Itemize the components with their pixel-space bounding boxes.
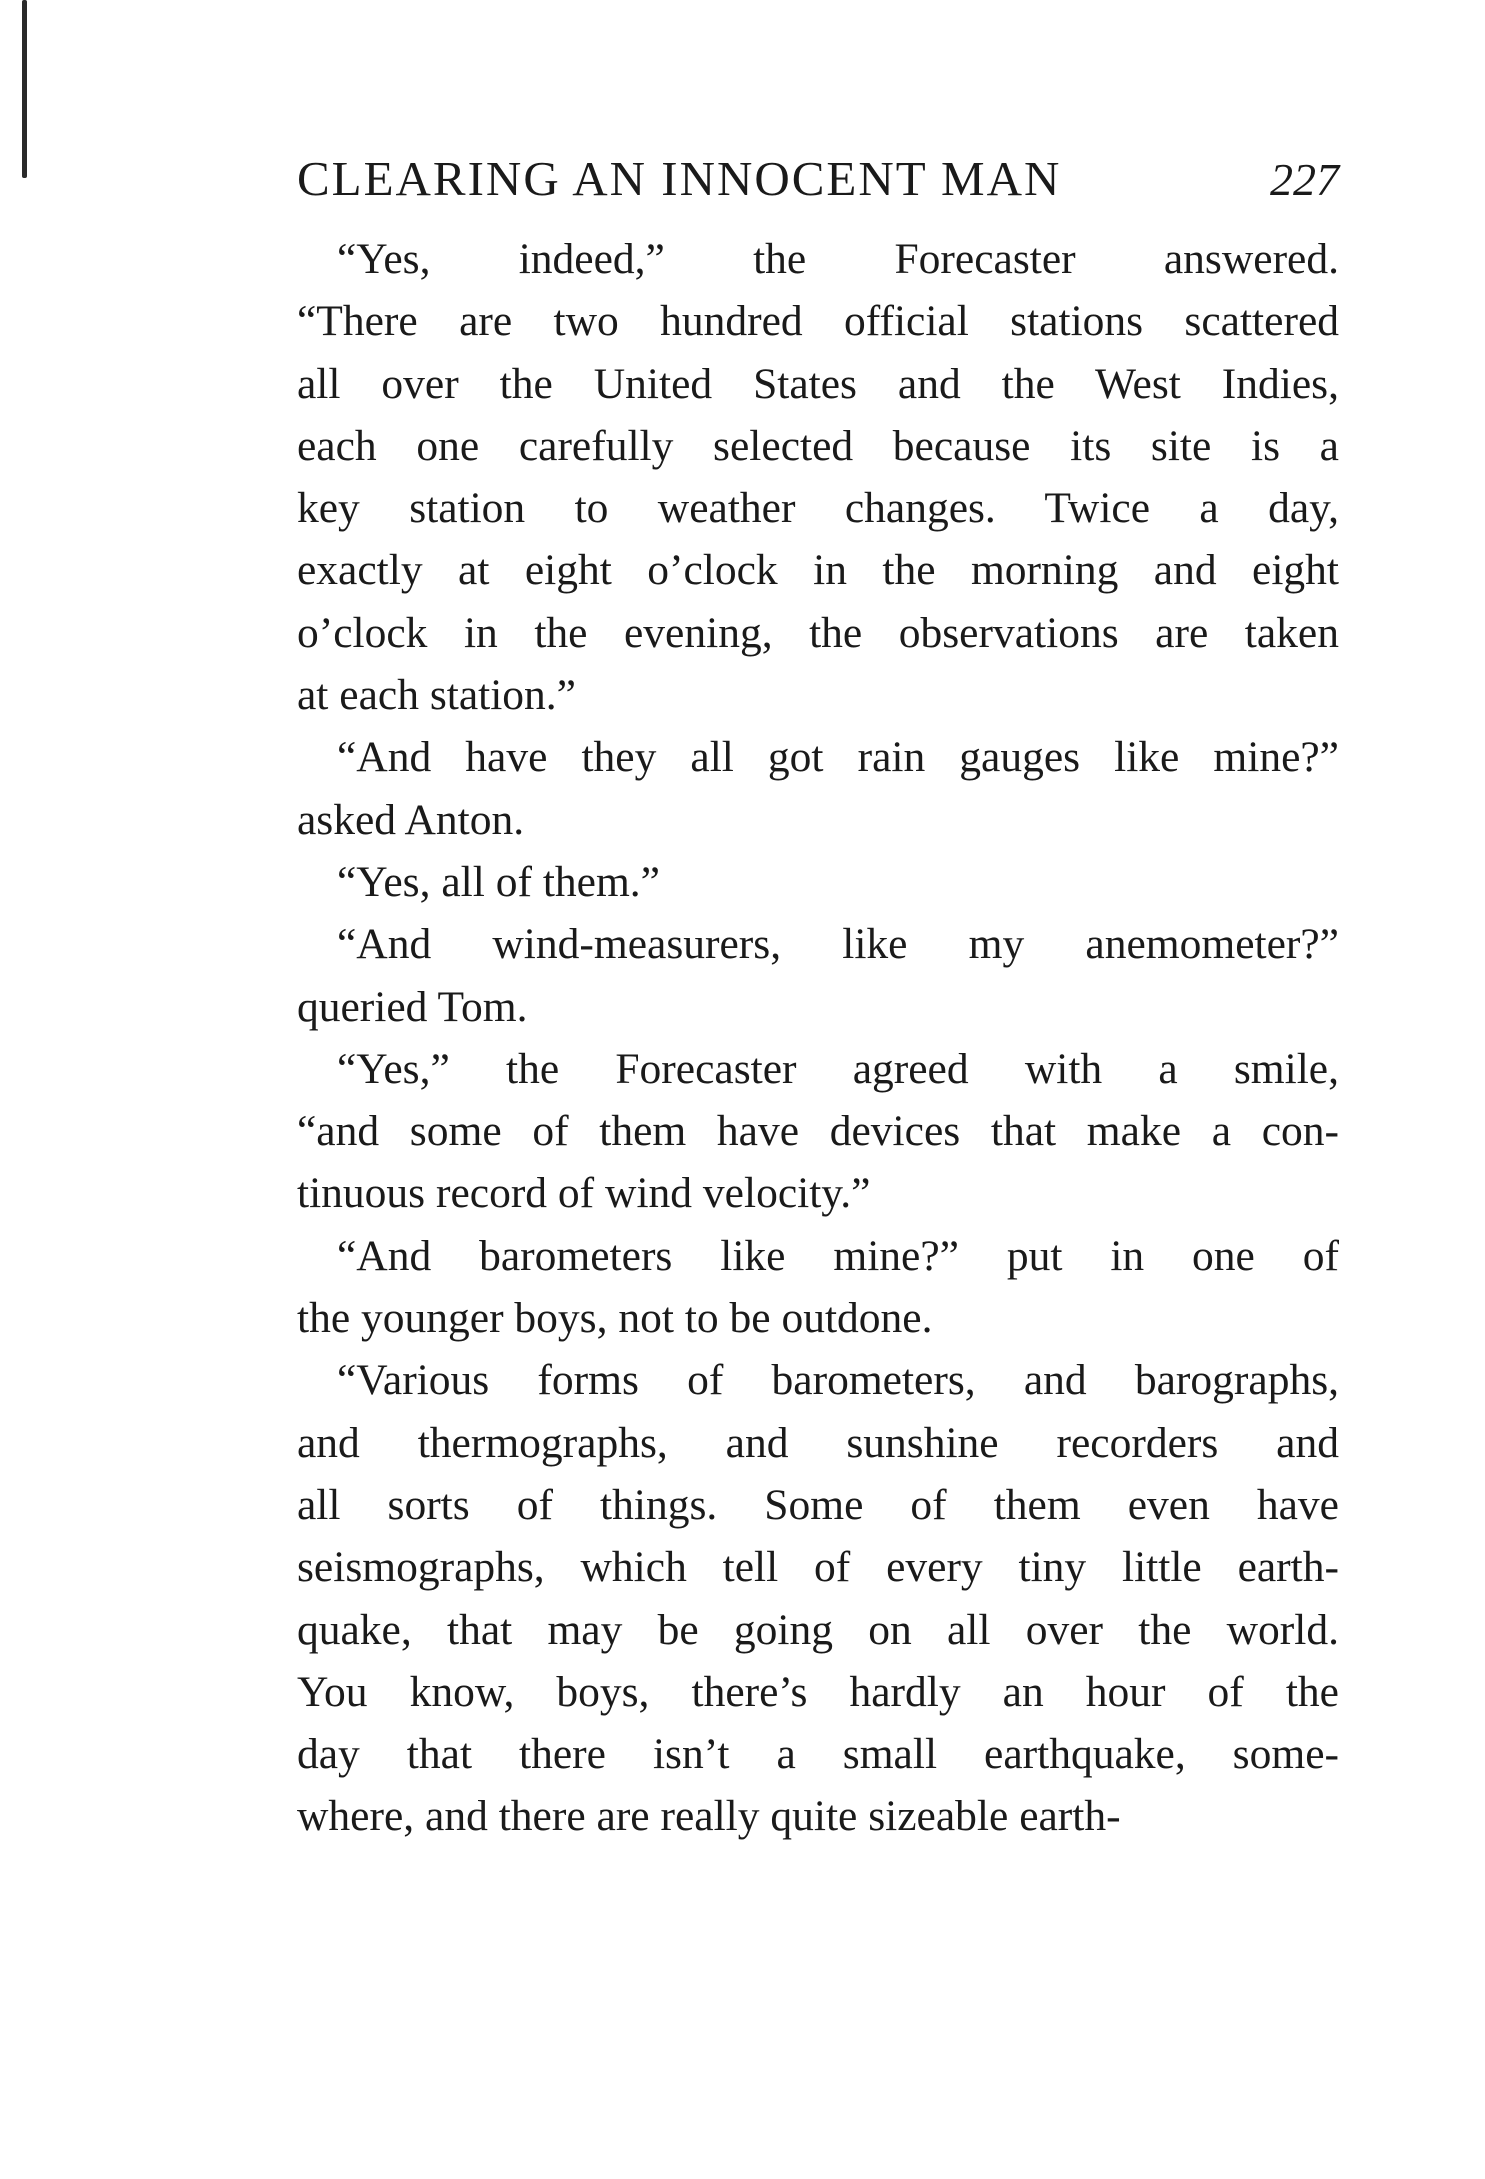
text-line: all over the United States and the West Indies, <box>297 359 1339 408</box>
text-line: all sorts of things. Some of them even have <box>297 1480 1339 1529</box>
text-line: at each station.” <box>297 671 576 720</box>
paragraph <box>297 851 1339 913</box>
paragraph <box>297 1349 1339 1847</box>
running-head <box>297 150 1339 220</box>
text-line: quake, that may be going on all over the world. <box>297 1605 1339 1654</box>
text-line: tinuous record of wind velocity.” <box>297 1169 871 1218</box>
book-page <box>297 150 1339 1848</box>
paragraph <box>297 726 1339 851</box>
text-line: “and some of them have devices that make a con- <box>297 1107 1339 1156</box>
text-line: asked Anton. <box>297 795 525 844</box>
paragraph <box>297 1225 1339 1350</box>
text-line: each one carefully selected because its site is a <box>297 421 1339 470</box>
text-line: “There are two hundred official stations scattered <box>297 297 1339 346</box>
text-line: “Various forms of barometers, and barographs, <box>337 1356 1339 1405</box>
text-line: exactly at eight o’clock in the morning and eight <box>297 546 1339 595</box>
chapter-title: CLEARING AN INNOCENT MAN <box>297 151 1062 206</box>
paragraph <box>297 1038 1339 1225</box>
text-line: You know, boys, there’s hardly an hour of the <box>297 1667 1339 1716</box>
text-line: seismographs, which tell of every tiny little earth- <box>297 1543 1339 1592</box>
text-line: “And have they all got rain gauges like mine?” <box>337 733 1339 782</box>
text-line: day that there isn’t a small earthquake, some- <box>297 1730 1339 1779</box>
text-line: “Yes,” the Forecaster agreed with a smile, <box>337 1044 1339 1093</box>
text-line: o’clock in the evening, the observations are taken <box>297 608 1339 657</box>
page-number: 227 <box>1270 154 1339 205</box>
text-line: “Yes, indeed,” the Forecaster answered. <box>337 235 1339 283</box>
body-text <box>297 228 1339 1848</box>
text-line: where, and there are really quite sizeable earth- <box>297 1792 1121 1841</box>
text-line: “And wind-measurers, like my anemometer?” <box>337 920 1339 969</box>
text-line: “And barometers like mine?” put in one of <box>337 1231 1339 1280</box>
text-line: key station to weather changes. Twice a day, <box>297 484 1339 533</box>
binding-mark <box>22 0 27 178</box>
paragraph <box>297 228 1339 726</box>
text-line: the younger boys, not to be outdone. <box>297 1294 933 1343</box>
paragraph <box>297 913 1339 1038</box>
text-line: and thermographs, and sunshine recorders and <box>297 1418 1339 1467</box>
text-line: “Yes, all of them.” <box>337 857 660 906</box>
text-line: queried Tom. <box>297 982 528 1031</box>
